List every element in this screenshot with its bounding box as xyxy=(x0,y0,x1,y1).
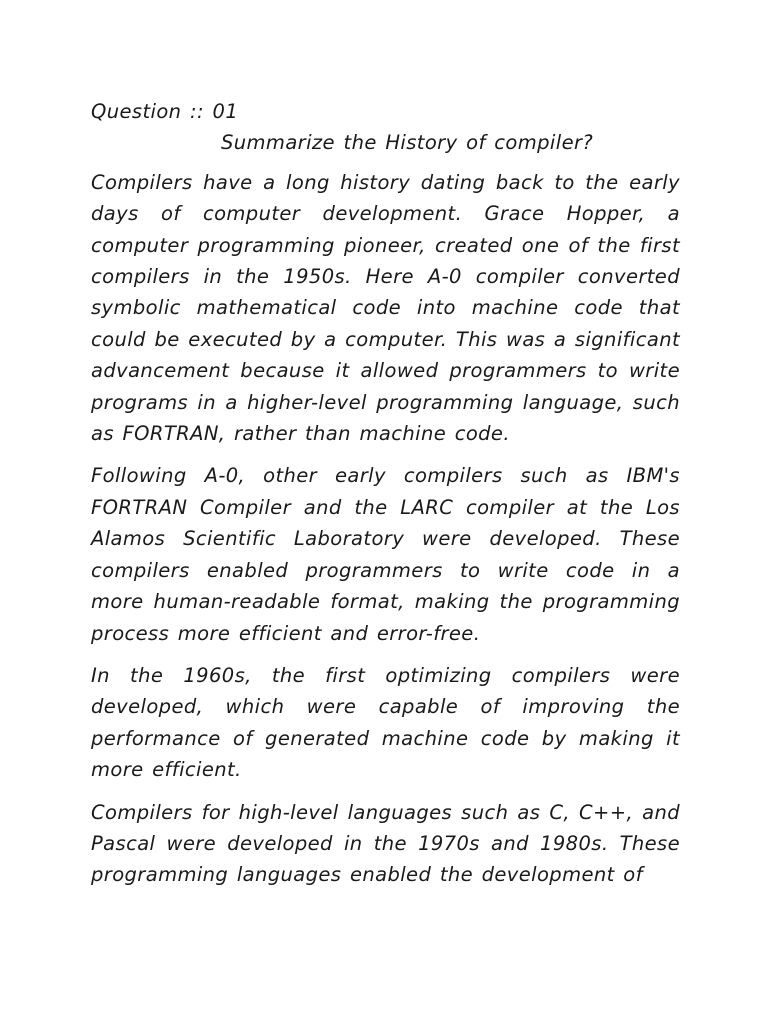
paragraph-high-level-languages: Compilers for high-level languages such as C, C++, and Pascal were developed in the 1970s and 1980s. These programming languages enabled the development of xyxy=(91,800,680,887)
question-label: Question :: 01 xyxy=(91,100,239,123)
paragraph-history-intro: Compilers have a long history dating back to the early days of computer development. Grace Hopper, a computer programming pioneer, created one of the first compilers in the 1950s. Here A-0 compiler converted symbolic mathematical code into machine code that could be executed by a computer. This was a significant advancement because it allowed programmers to write programs in a higher-level programming language, such as FORTRAN, rather than machine code. xyxy=(91,170,680,446)
question-text: Summarize the History of compiler? xyxy=(221,131,594,155)
paragraph-early-compilers: Following A-0, other early compilers such as IBM's FORTRAN Compiler and the LARC compiler at the Los Alamos Scientific Laboratory were developed. These compilers enabled programmers to write code in a more human-readable format, making the programming process more efficient and error-free. xyxy=(91,464,680,645)
paragraph-optimizing-compilers: In the 1960s, the first optimizing compilers were developed, which were capable of improving the performance of generated machine code by making it more efficient. xyxy=(91,663,680,782)
document-page xyxy=(91,96,680,902)
